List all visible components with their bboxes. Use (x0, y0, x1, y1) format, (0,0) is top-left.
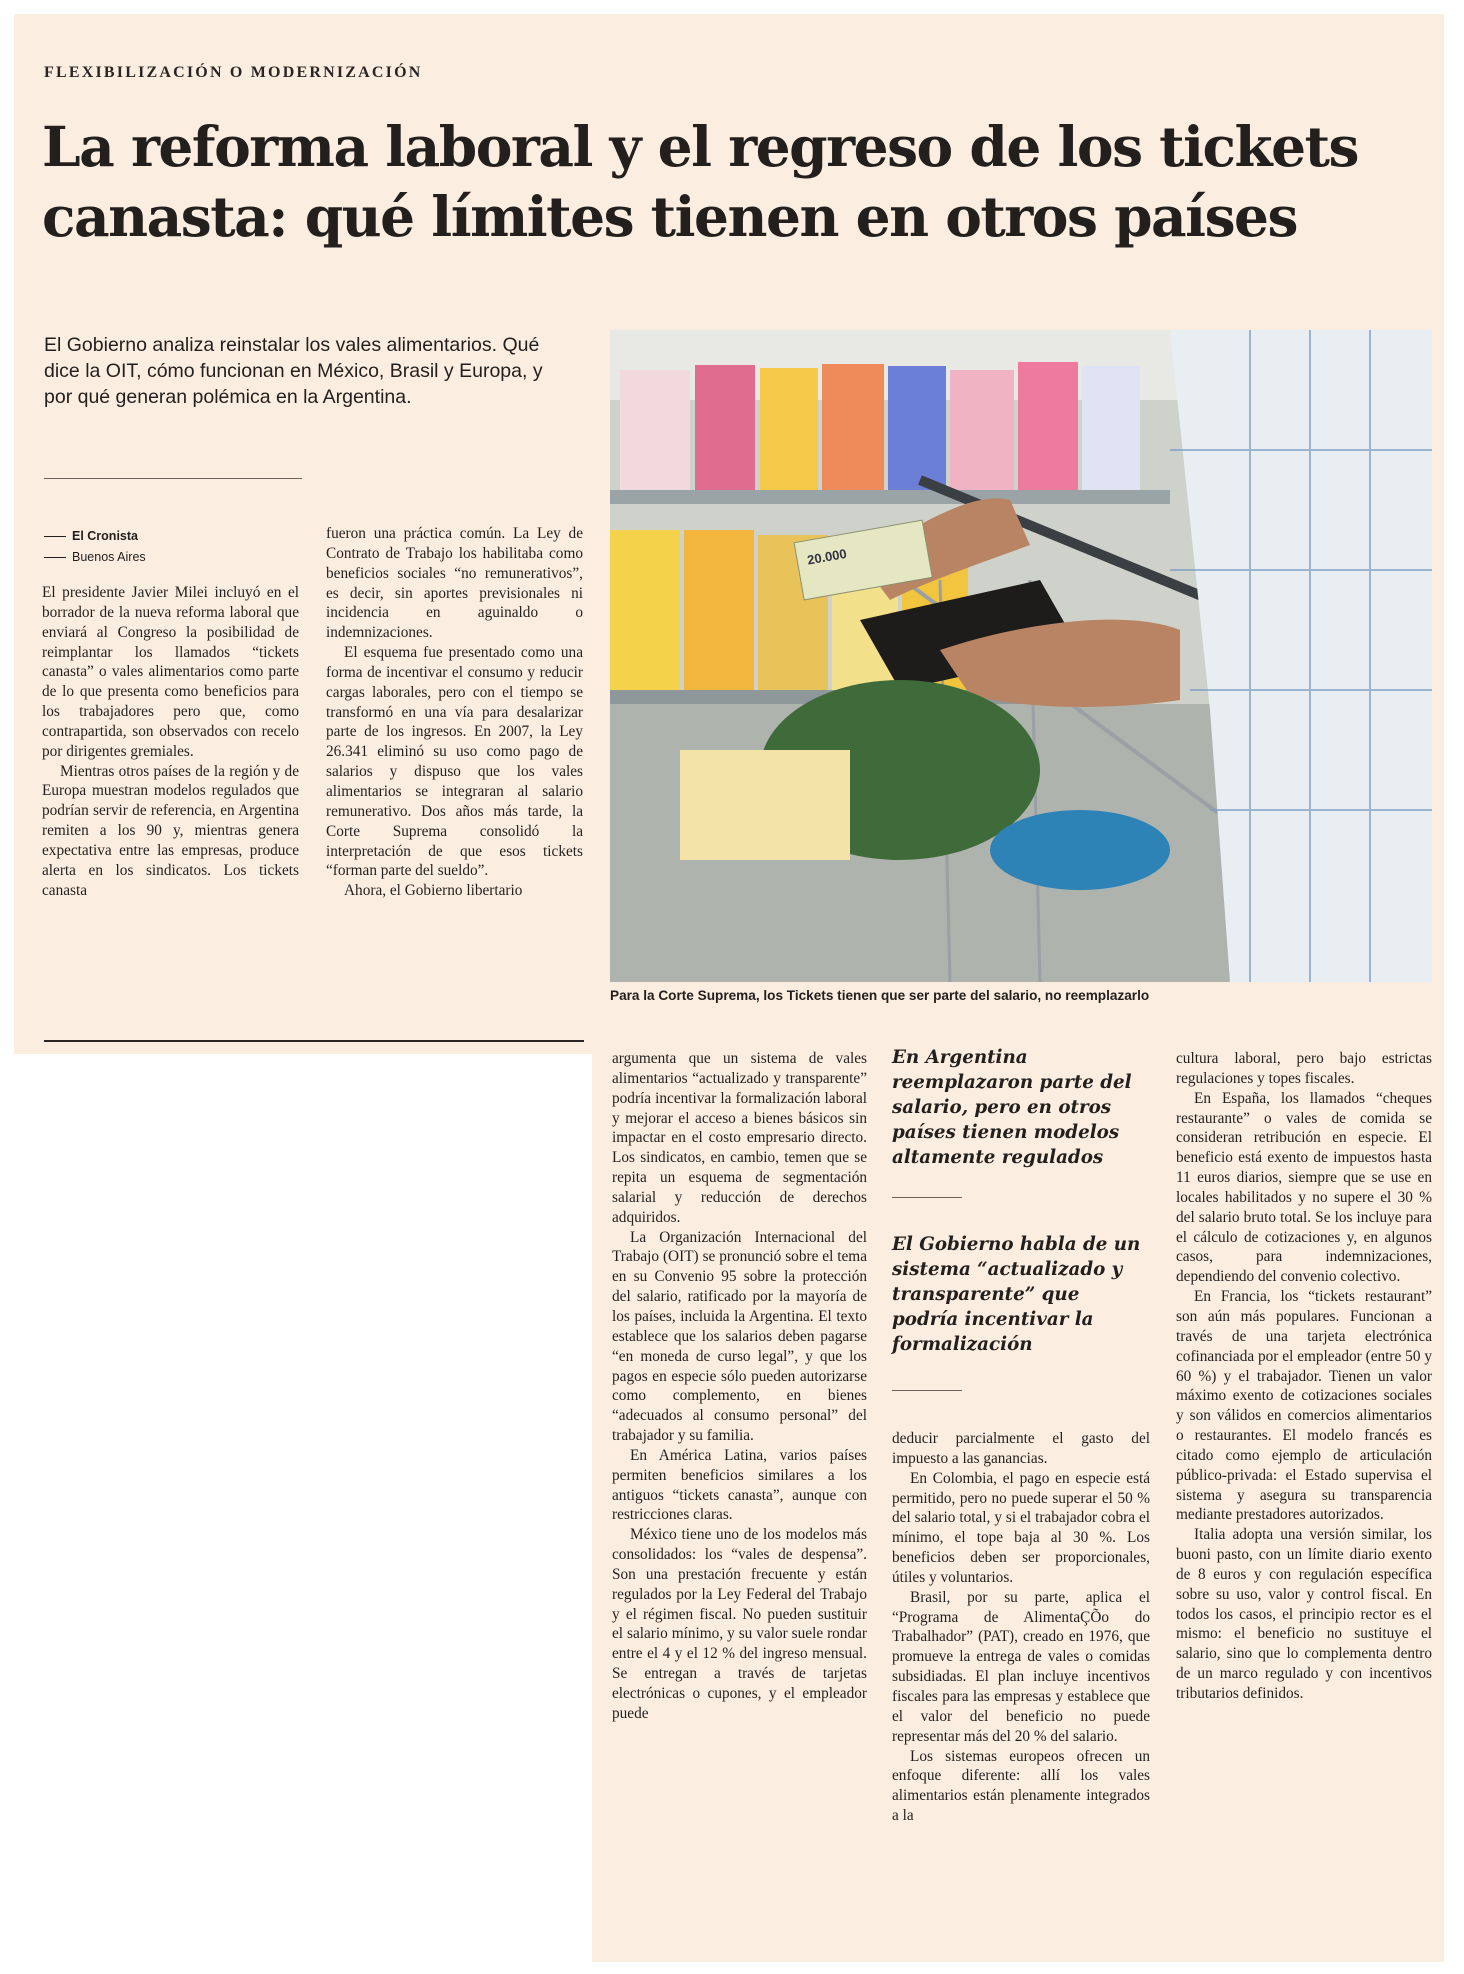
paragraph: Mientras otros países de la región y de Europa muestran modelos regulados que podrían servir de referencia, en Argentina remiten a los 90 y, mientras genera expectativa entre las empresas, produce alerta en los sindicatos. Los tickets canasta (42, 762, 299, 899)
paragraph: Brasil, por su parte, aplica el “Programa de AlimentaÇÕo do Trabalhador” (PAT), creado en 1976, que promueve la entrega de vales o comidas subsidiadas. El plan incluye incentivos fiscales para las empresas y establece que el valor del beneficio no puede representar más del 20 % del salario. (892, 1588, 1150, 1745)
shelf-products-top (620, 362, 1140, 490)
byline-dash (44, 536, 66, 537)
byline-source: El Cronista (72, 529, 138, 543)
section-kicker: FLEXIBILIZACIÓN O MODERNIZACIÓN (44, 64, 423, 81)
body-column-4 (892, 1429, 1150, 1826)
paragraph: Italia adopta una versión similar, los buoni pasto, con un límite diario exento de 8 euros y con regulación específica sobre su uso, valor y control fiscal. En todos los casos, el principio rector es el mismo: el beneficio no sustituye el salario, sino que lo complementa dentro de un marco regulado y con incentivos tributarios definidos. (1176, 1526, 1432, 1702)
paragraph: El presidente Javier Milei incluyó en el borrador de la nueva reforma laboral que enviará al Congreso la posibilidad de reimplantar los llamados “tickets canasta” o vales alimentarios como parte de lo que presenta como beneficios para los trabajadores pero que, como contrapartida, son observados con recelo por dirigentes gremiales. (42, 584, 299, 760)
container (990, 810, 1170, 890)
subtitle-divider (44, 478, 302, 479)
paragraph: Ahora, el Gobierno libertario (344, 882, 523, 900)
pullquote-divider (892, 1390, 962, 1391)
paragraph: La Organización Internacional del Trabajo (OIT) se pronunció sobre el tema en su Convenio 95 sobre la protección del salario, ratificado por la mayoría de los países, incluida la Argentina. El texto establece que los salarios deben pagarse “en moneda de curso legal”, y que los pagos en especie sólo pueden autorizarse como complemento, en bienes “adecuados al consumo personal” del trabajador y su familia. (612, 1228, 867, 1445)
pullquote-divider (892, 1197, 962, 1198)
byline (44, 526, 146, 568)
banknote-text: 20.000 (806, 545, 848, 568)
paragraph: En Francia, los “tickets restaurant” son aún más populares. Funcionan a través de una tarjeta electrónica cofinanciada por el empleador (entre 50 y 60 %) y el trabajador. Tienen un valor máximo exento de cotizaciones sociales y son válidos en comercios alimentarios o restaurantes. El modelo francés es citado como ejemplo de articulación público-privada: el Estado supervisa el sistema y asegura su transparencia mediante prestadores autorizados. (1176, 1288, 1432, 1524)
paragraph: argumenta que un sistema de vales alimentarios “actualizado y transparente” podría incentivar la formalización laboral y mejorar el acceso a bienes básicos sin impactar en el costo empresario directo. Los sindicatos, en cambio, temen que se repita un esquema de segmentación salarial y reducción de derechos adquiridos. (612, 1050, 867, 1226)
body-column-1 (42, 583, 299, 901)
paragraph: Los sistemas europeos ofrecen un enfoque diferente: allí los vales alimentarios están plenamente integrados a la (892, 1747, 1150, 1825)
paragraph: En España, los llamados “cheques restaurante” o vales de comida se consideran retribución en especie. El beneficio está exento de impuestos hasta 11 euros diarios, siempre que se use en locales habilitados y no supere el 30 % del salario bruto total. Se los incluye para el cálculo de cotizaciones y, en algunos casos, para indemnizaciones, dependiendo del convenio colectivo. (1176, 1089, 1432, 1286)
body-column-5 (1176, 1049, 1432, 1704)
paragraph: fueron una práctica común. La Ley de Contrato de Trabajo los habilitaba como beneficios sociales “no remunerativos”, es decir, sin aportes previsionales ni incidencia en aguinaldo o indemnizaciones. (326, 525, 583, 642)
paragraph: El esquema fue presentado como una forma de incentivar el consumo y reducir cargas laborales, pero con el tiempo se transformó en una vía para desalarizar parte de los ingresos. En 2007, la Ley 26.341 eliminó su uso como pago de salarios y dispuso que los vales alimentarios se integraran al salario remunerativo. Dos años más tarde, la Corte Suprema consolidó la interpretación de que esos tickets “forman parte del sueldo”. (326, 644, 583, 880)
section-rule (44, 1040, 584, 1042)
paragraph: México tiene uno de los modelos más consolidados: los “vales de despensa”. Son una prestación frecuente y están regulados por la Ley Federal del Trabajo y el régimen fiscal. No pueden sustituir el salario mínimo, y su valor suele rondar entre el 4 y el 12 % del ingreso mensual. Se entregan a través de tarjetas electrónicas o cupones, y el empleador puede (612, 1526, 867, 1722)
paragraph: En Colombia, el pago en especie está permitido, pero no puede superar el 50 % del salario total, y si el trabajador cobra el mínimo, el tope baja al 30 %. Los beneficios deben ser proporcionales, útiles y voluntarios. (892, 1469, 1150, 1586)
body-column-3 (612, 1049, 867, 1724)
byline-dash (44, 557, 66, 558)
headline-line-2: canasta: qué límites tienen en otros países (42, 184, 1297, 249)
paragraph: deducir parcialmente el gasto del impuesto a las ganancias. (892, 1430, 1150, 1467)
pullquote-2: El Gobierno habla de un sistema “actualizado y transparente” que podría incentivar la formalización (892, 1234, 1141, 1355)
paragraph: En América Latina, varios países permiten beneficios similares a los antiguos “tickets canasta”, aunque con restricciones claras. (612, 1446, 867, 1524)
paragraph: cultura laboral, pero bajo estrictas regulaciones y topes fiscales. (1176, 1050, 1432, 1087)
cheese (680, 750, 850, 860)
body-column-2 (326, 524, 583, 901)
headline-line-1: La reforma laboral y el regreso de los tickets (42, 114, 1358, 179)
photo-caption: Para la Corte Suprema, los Tickets tienen que ser parte del salario, no reemplazarlo (610, 988, 1150, 1003)
article-photo (610, 330, 1432, 982)
subtitle: El Gobierno analiza reinstalar los vales alimentarios. Qué dice la OIT, cómo funcionan en México, Brasil y Europa, y por qué generan polémica en la Argentina. (44, 334, 543, 408)
headline (42, 112, 1442, 252)
pullquote-1: En Argentina reemplazaron parte del salario, pero en otros países tienen modelos altamente regulados (892, 1047, 1132, 1168)
byline-city: Buenos Aires (72, 550, 146, 564)
